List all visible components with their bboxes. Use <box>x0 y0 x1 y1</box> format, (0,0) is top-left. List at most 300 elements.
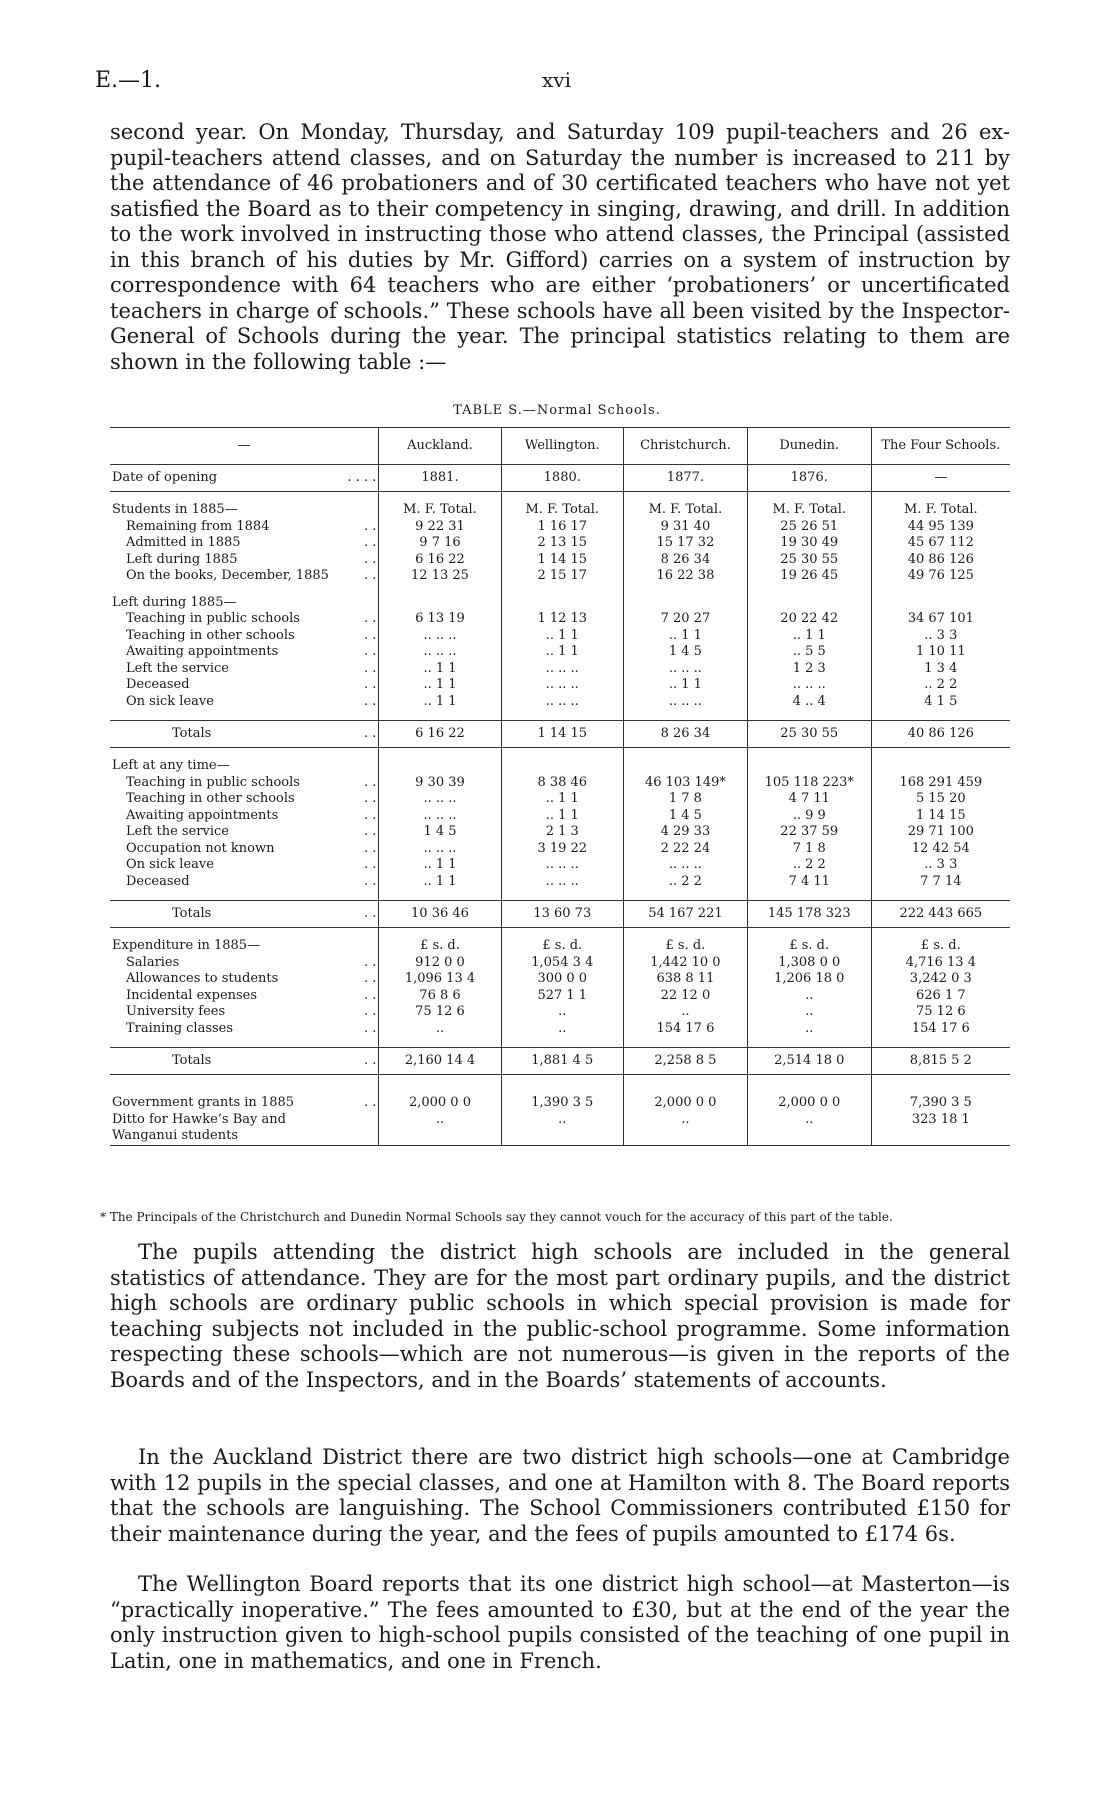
column-header: — <box>110 428 379 465</box>
spacer <box>110 748 345 759</box>
spacer <box>110 890 345 901</box>
table-cell <box>501 1037 623 1048</box>
table-cell: 2 13 15 <box>501 535 623 552</box>
table-cell <box>379 1085 501 1095</box>
leader-dots <box>345 1085 378 1095</box>
table-cell <box>871 758 1010 775</box>
row-label: Totals <box>172 905 212 921</box>
date-label <box>110 465 345 492</box>
table-footnote: * The Principals of the Christchurch and Dunedin Normal Schools say they cannot vouch for the accuracy of this part of the table. <box>100 1210 893 1224</box>
table-cell: .. .. .. <box>501 661 623 678</box>
table-cell <box>871 595 1010 612</box>
table-cell: 1 2 3 <box>747 661 871 678</box>
table-cell: 13 60 73 <box>501 901 623 928</box>
spacer <box>110 585 345 595</box>
table-row <box>110 791 1010 808</box>
leader-dots: . . <box>345 955 378 972</box>
grant-label <box>110 1112 345 1146</box>
spacer <box>110 710 345 721</box>
table-cell: 7 4 11 <box>747 874 871 891</box>
table-cell <box>623 890 747 901</box>
table-cell: 22 37 59 <box>747 824 871 841</box>
row-label: Left at any time— <box>112 758 230 773</box>
row-label-cell <box>110 874 345 891</box>
table-row <box>110 1085 1010 1095</box>
table-cell <box>871 748 1010 759</box>
row-label: Totals <box>172 725 212 741</box>
table-cell: 1 14 15 <box>501 721 623 748</box>
table-cell: 3,242 0 3 <box>909 971 972 986</box>
leader-dots: . . <box>345 1004 378 1021</box>
table-cell <box>871 585 1010 595</box>
row-label: Totals <box>172 1052 212 1068</box>
table-cell <box>623 748 747 759</box>
table-cell: .. <box>747 988 871 1005</box>
table-cell: 7 7 14 <box>920 873 962 889</box>
row-label-cell <box>110 955 345 972</box>
totals-label <box>110 901 345 928</box>
leader-dots <box>345 938 378 955</box>
table-cell: 1,096 13 4 <box>379 971 501 988</box>
table-row <box>110 535 1010 552</box>
table-cell: 4 29 33 <box>623 824 747 841</box>
table-cell: 168 291 459 <box>899 774 983 790</box>
leader-dots: . . <box>345 611 378 628</box>
table-cell: 2 15 17 <box>501 568 623 585</box>
table-cell: 9 22 31 <box>379 519 501 536</box>
group-heading <box>110 938 345 955</box>
table-cell <box>623 492 747 503</box>
table-cell: 2,258 8 5 <box>623 1048 747 1075</box>
table-cell <box>623 758 747 775</box>
table-cell: 16 22 38 <box>623 568 747 585</box>
table-cell: 1 14 15 <box>501 552 623 569</box>
row-label-cell <box>110 791 345 808</box>
table-cell: 1877. <box>623 465 747 492</box>
row-label-cell <box>110 661 345 678</box>
table-cell: .. .. .. <box>379 841 501 858</box>
table-cell: 1,308 0 0 <box>747 955 871 972</box>
spacer <box>110 928 345 939</box>
row-label: Awaiting appointments <box>126 644 279 659</box>
table-cell <box>501 710 623 721</box>
spacer <box>110 1085 345 1095</box>
row-label-cell <box>110 1021 345 1038</box>
table-cell: 1,881 4 5 <box>501 1048 623 1075</box>
table-cell <box>379 585 501 595</box>
table-cell <box>747 585 871 595</box>
table-cell: 8,815 5 2 <box>871 1048 1010 1075</box>
table-row <box>110 552 1010 569</box>
row-label: Left the service <box>126 824 229 839</box>
totals-label <box>110 721 345 748</box>
table-cell: .. 5 5 <box>747 644 871 661</box>
table-cell: 6 16 22 <box>379 721 501 748</box>
table-cell: .. .. .. <box>379 644 501 661</box>
table-row <box>110 595 1010 612</box>
leader-dots: . . <box>345 775 378 792</box>
table-row <box>110 628 1010 645</box>
table-cell: £ s. d. <box>920 938 961 953</box>
table-cell: 2,000 0 0 <box>623 1095 747 1112</box>
table-cell: 626 1 7 <box>916 987 966 1003</box>
table-cell: .. <box>623 1004 747 1021</box>
table-cell <box>501 890 623 901</box>
table-cell <box>379 1075 501 1086</box>
row-label: On the books, December, 1885 <box>126 568 329 583</box>
table-cell: 19 26 45 <box>747 568 871 585</box>
table-cell: 75 12 6 <box>916 1004 966 1019</box>
table-row <box>110 611 1010 628</box>
table-cell: .. 1 1 <box>623 628 747 645</box>
table-row <box>110 1048 1010 1075</box>
table-cell: 300 0 0 <box>501 971 623 988</box>
leader-dots <box>345 890 378 901</box>
table-cell: M. F. Total. <box>623 502 747 519</box>
table-row <box>110 890 1010 901</box>
leader-dots: . . <box>345 628 378 645</box>
table-cell <box>501 595 623 612</box>
table-cell <box>871 1085 1010 1095</box>
leader-dots: . . <box>345 1095 378 1112</box>
table-cell: .. <box>501 1004 623 1021</box>
table-row <box>110 971 1010 988</box>
page-number: xvi <box>542 68 571 92</box>
row-label: University fees <box>126 1004 226 1019</box>
leader-dots: . . <box>345 661 378 678</box>
table-cell: 4 7 11 <box>747 791 871 808</box>
table-cell <box>623 595 747 612</box>
table-cell: 6 16 22 <box>379 552 501 569</box>
table-cell: £ s. d. <box>379 938 501 955</box>
table-cell: .. <box>747 1021 871 1038</box>
row-label-cell <box>110 824 345 841</box>
leader-dots: . . <box>345 857 378 874</box>
table-cell <box>747 1085 871 1095</box>
table-cell <box>501 1085 623 1095</box>
table-cell <box>747 748 871 759</box>
row-label-cell <box>110 611 345 628</box>
table-row <box>110 1112 1010 1146</box>
table-cell <box>501 1075 623 1086</box>
table-cell: 2,000 0 0 <box>747 1095 871 1112</box>
table-cell: 1 10 11 <box>916 644 966 659</box>
table-cell: .. 1 1 <box>501 644 623 661</box>
table-row <box>110 710 1010 721</box>
table-cell <box>623 928 747 939</box>
table-cell: 1 4 5 <box>379 824 501 841</box>
table-cell <box>623 710 747 721</box>
table-cell <box>871 928 1010 939</box>
row-label: Admitted in 1885 <box>126 535 241 550</box>
row-label-cell <box>110 1004 345 1021</box>
table-cell: 22 12 0 <box>623 988 747 1005</box>
table-cell <box>379 1037 501 1048</box>
table-cell <box>747 710 871 721</box>
table-cell <box>871 492 1010 503</box>
table-cell: 75 12 6 <box>379 1004 501 1021</box>
table-cell: 1,054 3 4 <box>501 955 623 972</box>
table-row <box>110 938 1010 955</box>
table-cell <box>747 928 871 939</box>
row-label-cell <box>110 857 345 874</box>
table-header-row <box>110 428 1010 465</box>
spacer <box>110 1037 345 1048</box>
column-header: Auckland. <box>379 428 501 465</box>
row-label-cell <box>110 552 345 569</box>
table-cell: .. 1 1 <box>379 857 501 874</box>
table-cell: .. .. .. <box>623 694 747 711</box>
table-cell: .. .. .. <box>501 857 623 874</box>
leader-dots: . . <box>345 1021 378 1038</box>
table-cell: 7 20 27 <box>623 611 747 628</box>
table-cell: 222 443 665 <box>871 901 1010 928</box>
table-row <box>110 824 1010 841</box>
table-cell: .. 2 2 <box>747 857 871 874</box>
leader-dots: . . <box>345 988 378 1005</box>
table-cell <box>379 748 501 759</box>
table-cell: M. F. Total. <box>501 502 623 519</box>
table-cell <box>623 1075 747 1086</box>
row-label: Left during 1885— <box>112 594 237 610</box>
table-cell: 7,390 3 5 <box>909 1095 972 1110</box>
table-cell: 4 1 5 <box>924 693 958 709</box>
table-cell <box>747 595 871 612</box>
leader-dots <box>345 758 378 775</box>
table-row <box>110 585 1010 595</box>
table-cell: 8 38 46 <box>501 775 623 792</box>
leader-dots <box>345 492 378 503</box>
table-cell: 29 71 100 <box>907 824 974 839</box>
grant-label <box>110 1095 345 1112</box>
table-cell: .. .. .. <box>623 857 747 874</box>
table-caption: TABLE S.—Normal Schools. <box>453 403 661 418</box>
table-row <box>110 502 1010 519</box>
table-row <box>110 1021 1010 1038</box>
table-cell <box>379 890 501 901</box>
row-label: Teaching in public schools <box>126 774 300 790</box>
table-row <box>110 1095 1010 1112</box>
table-cell: 6 13 19 <box>379 611 501 628</box>
table-row <box>110 775 1010 792</box>
table-cell <box>501 748 623 759</box>
row-label: Date of opening <box>112 469 218 485</box>
table-cell <box>623 1085 747 1095</box>
table-cell <box>747 1075 871 1086</box>
table-row <box>110 748 1010 759</box>
group-heading <box>110 502 345 519</box>
table-row <box>110 928 1010 939</box>
table-row <box>110 857 1010 874</box>
table-cell: 15 17 32 <box>623 535 747 552</box>
table-cell: 1 4 5 <box>623 808 747 825</box>
table-cell: 2 22 24 <box>623 841 747 858</box>
table-cell <box>747 492 871 503</box>
table-row <box>110 758 1010 775</box>
leader-dots <box>345 1037 378 1048</box>
table-cell: .. 1 1 <box>379 694 501 711</box>
table-row <box>110 808 1010 825</box>
leader-dots: . . <box>345 874 378 891</box>
row-label: Allowances to students <box>126 971 279 986</box>
totals-label <box>110 1048 345 1075</box>
table-cell: 8 26 34 <box>623 552 747 569</box>
group-heading <box>110 595 345 612</box>
table-cell: 9 30 39 <box>379 775 501 792</box>
table-cell: 1881. <box>379 465 501 492</box>
table-cell: .. .. .. <box>623 661 747 678</box>
row-label: Deceased <box>126 677 190 692</box>
table-cell: 1 14 15 <box>916 807 966 823</box>
table-cell: .. .. .. <box>747 677 871 694</box>
table-cell <box>623 1037 747 1048</box>
table-cell <box>871 710 1010 721</box>
leader-dots <box>345 710 378 721</box>
row-label: Occupation not known <box>126 840 275 856</box>
table-cell: 9 7 16 <box>379 535 501 552</box>
leader-dots: . . <box>345 841 378 858</box>
table-cell <box>747 1037 871 1048</box>
table-row <box>110 1075 1010 1086</box>
row-label-cell <box>110 988 345 1005</box>
leader-dots <box>345 928 378 939</box>
table-cell: 912 0 0 <box>379 955 501 972</box>
row-label: Teaching in other schools <box>126 627 295 643</box>
table-cell: 54 167 221 <box>623 901 747 928</box>
leader-dots: . . <box>345 644 378 661</box>
leader-dots <box>345 748 378 759</box>
row-label: Incidental expenses <box>126 987 258 1003</box>
table-cell: 638 8 11 <box>623 971 747 988</box>
table-cell: £ s. d. <box>747 938 871 955</box>
table-cell <box>747 890 871 901</box>
row-label-cell <box>110 694 345 711</box>
leader-dots: . . <box>345 694 378 711</box>
leader-dots: . . <box>345 824 378 841</box>
table-cell: 527 1 1 <box>501 988 623 1005</box>
table-cell: .. 3 3 <box>924 627 958 643</box>
table-cell: .. 1 1 <box>379 677 501 694</box>
row-label: Remaining from 1884 <box>126 518 270 534</box>
table-cell <box>501 758 623 775</box>
leader-dots: . . <box>345 808 378 825</box>
table-cell: 25 26 51 <box>747 519 871 536</box>
column-header: The Four Schools. <box>871 428 1010 465</box>
table-cell: M. F. Total. <box>904 502 978 517</box>
table-cell: 2,160 14 4 <box>379 1048 501 1075</box>
table-cell <box>871 890 1010 901</box>
column-header: Christchurch. <box>623 428 747 465</box>
leader-dots <box>345 585 378 595</box>
table-cell: .. 3 3 <box>924 857 958 872</box>
table-cell: 19 30 49 <box>747 535 871 552</box>
table-cell: 1880. <box>501 465 623 492</box>
table-cell <box>747 758 871 775</box>
table-cell <box>871 1037 1010 1048</box>
table-cell <box>379 758 501 775</box>
table-row <box>110 568 1010 585</box>
column-header: Wellington. <box>501 428 623 465</box>
table-cell: .. 2 2 <box>623 874 747 891</box>
table-cell: 154 17 6 <box>623 1021 747 1038</box>
table-cell: 34 67 101 <box>907 611 974 626</box>
table-row <box>110 955 1010 972</box>
leader-dots: . . <box>345 519 378 536</box>
table-cell: 4,716 13 4 <box>905 954 976 970</box>
table-cell: .. .. .. <box>379 628 501 645</box>
spacer <box>110 492 345 503</box>
table-cell: £ s. d. <box>501 938 623 955</box>
table-cell: .. 1 1 <box>747 628 871 645</box>
row-label: Government grants in 1885 <box>112 1095 295 1110</box>
column-header: Dunedin. <box>747 428 871 465</box>
row-label: Left during 1885 <box>126 551 238 567</box>
table-row <box>110 465 1010 492</box>
table-cell: 12 13 25 <box>379 568 501 585</box>
table-cell: 7 1 8 <box>747 841 871 858</box>
leader-dots: . . <box>345 535 378 552</box>
leader-dots: . . <box>345 552 378 569</box>
row-label-cell <box>110 808 345 825</box>
table-cell: 2 1 3 <box>501 824 623 841</box>
row-label: On sick leave <box>126 693 214 709</box>
table-cell: 105 118 223* <box>747 775 871 792</box>
leader-dots <box>345 1112 378 1146</box>
table-cell: .. .. .. <box>501 677 623 694</box>
paragraph-auckland: In the Auckland District there are two district high schools—one at Cambridge with 12 pupils in the special classes, and one at Hamilton with 8. The Board reports that the schools are languishing. The School Commissioners contributed £150 for their maintenance during the year, and the fees of pupils amounted to £174 6s. <box>110 1445 1010 1546</box>
table-cell: 3 19 22 <box>501 841 623 858</box>
row-label: Ditto for Hawke’s Bay and Wanganui students <box>112 1111 286 1143</box>
table-cell: .. <box>747 1112 871 1146</box>
table-cell: .. 1 1 <box>501 628 623 645</box>
row-label: On sick leave <box>126 857 214 872</box>
row-label: Teaching in public schools <box>126 611 300 626</box>
group-heading <box>110 758 345 775</box>
table-cell: 1 16 17 <box>501 519 623 536</box>
table-cell: 20 22 42 <box>747 611 871 628</box>
table-row <box>110 677 1010 694</box>
table-cell <box>501 492 623 503</box>
table-row <box>110 988 1010 1005</box>
table-cell <box>379 595 501 612</box>
table-cell <box>379 710 501 721</box>
table-cell: 1 4 5 <box>623 644 747 661</box>
row-label: Students in 1885— <box>112 502 238 517</box>
table-row <box>110 874 1010 891</box>
table-cell: £ s. d. <box>623 938 747 955</box>
table-cell: .. <box>501 1112 623 1146</box>
table-cell: .. 2 2 <box>924 677 958 692</box>
table-cell: 76 8 6 <box>379 988 501 1005</box>
row-label-cell <box>110 971 345 988</box>
row-label-cell <box>110 841 345 858</box>
table-cell: 25 30 55 <box>747 721 871 748</box>
row-label-cell <box>110 677 345 694</box>
table-cell: 2,514 18 0 <box>747 1048 871 1075</box>
table-cell: .. 1 1 <box>501 808 623 825</box>
table-cell: 1 12 13 <box>501 611 623 628</box>
spacer <box>110 1075 345 1086</box>
table-row <box>110 644 1010 661</box>
table-cell: 154 17 6 <box>911 1020 970 1036</box>
table-cell: 5 15 20 <box>916 791 966 806</box>
paragraph-wellington: The Wellington Board reports that its one district high school—at Masterton—is “practically inoperative.” The fees amounted to £30, but at the end of the year the only instruction given to high-school pupils consisted of the teaching of one pupil in Latin, one in mathematics, and one in French. <box>110 1572 1010 1673</box>
leader-dots <box>345 502 378 519</box>
table-cell: .. 9 9 <box>747 808 871 825</box>
table-cell: M. F. Total. <box>379 502 501 519</box>
table-cell <box>379 928 501 939</box>
leader-dots: . . <box>345 568 378 585</box>
